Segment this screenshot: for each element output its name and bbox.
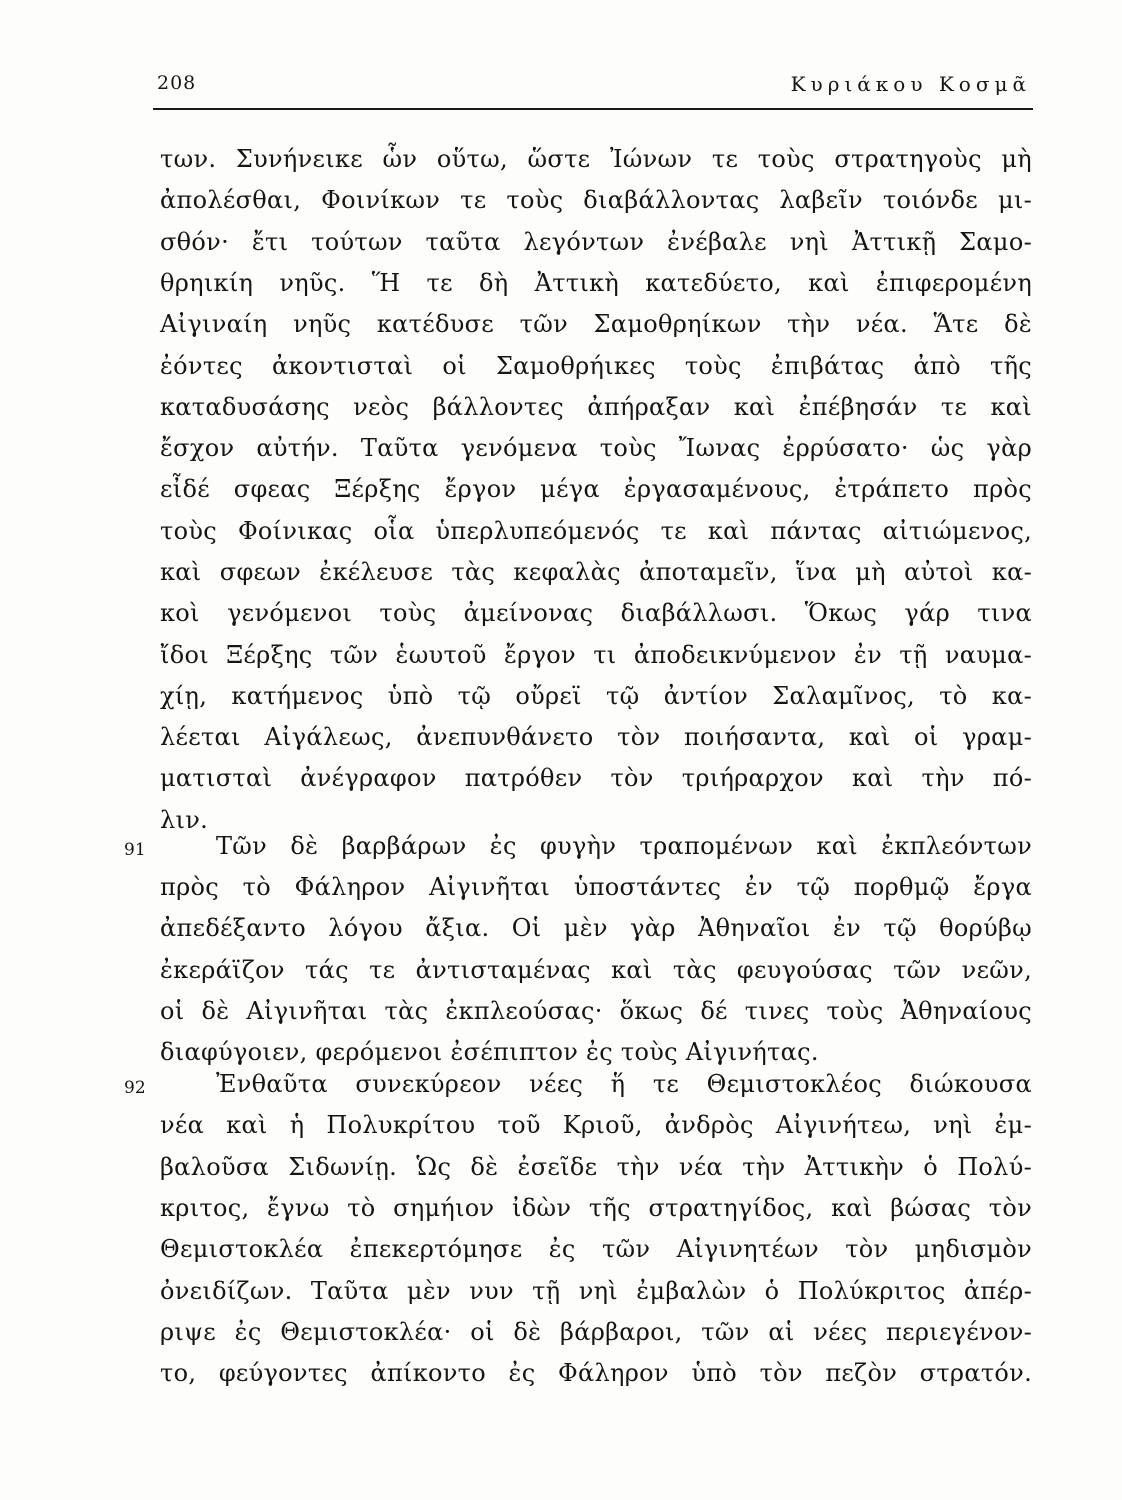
- text-line: ἴδοι Ξέρξης τῶν ἑωυτοῦ ἔργον τι ἀποδεικνύμενον ἐν τῇ ναυμα-: [160, 641, 1032, 669]
- text-line: των. Συνήνεικε ὧν οὕτω, ὥστε Ἰώνων τε τοὺς στρατηγοὺς μὴ: [160, 145, 1032, 173]
- text-line: κριτος, ἔγνω τὸ σημήιον ἰδὼν τῆς στρατηγίδος, καὶ βώσας τὸν: [160, 1194, 1032, 1222]
- text-line: λιν.: [160, 806, 209, 834]
- text-line: διαφύγοιεν, φερόμενοι ἐσέπιπτον ἐς τοὺς Αἰγινήτας.: [160, 1038, 819, 1066]
- text-line: το, φεύγοντες ἀπίκοντο ἐς Φάληρον ὑπὸ τὸν πεζὸν στρατόν.: [160, 1359, 1032, 1387]
- text-line: Θεμιστοκλέα ἐπεκερτόμησε ἐς τῶν Αἰγινητέων τὸν μηδισμὸν: [160, 1235, 1032, 1263]
- text-line: Αἰγιναίη νηῦς κατέδυσε τῶν Σαμοθρηίκων τὴν νέα. Ἅτε δὲ: [160, 310, 1032, 338]
- text-line: βαλοῦσα Σιδωνίῃ. Ὡς δὲ ἐσεῖδε τὴν νέα τὴν Ἀττικὴν ὁ Πολύ-: [160, 1153, 1032, 1181]
- text-line: χίῃ, κατήμενος ὑπὸ τῷ οὔρεϊ τῷ ἀντίον Σαλαμῖνος, τὸ κα-: [160, 682, 1032, 710]
- text-line: ἀπολέσθαι, Φοινίκων τε τοὺς διαβάλλοντας λαβεῖν τοιόνδε μι-: [160, 186, 1032, 214]
- text-line: Ἐνθαῦτα συνεκύρεον νέες ἥ τε Θεμιστοκλέος διώκουσα: [216, 1070, 1032, 1098]
- text-line: ἐόντες ἀκοντισταὶ οἱ Σαμοθρήικες τοὺς ἐπιβάτας ἀπὸ τῆς: [160, 352, 1032, 380]
- margin-section-number: 91: [124, 840, 146, 860]
- text-line: καταδυσάσης νεὸς βάλλοντες ἀπήραξαν καὶ ἐπέβησάν τε καὶ: [160, 393, 1032, 421]
- page-number: 208: [157, 72, 197, 94]
- text-line: θρηικίη νηῦς. Ἥ τε δὴ Ἀττικὴ κατεδύετο, καὶ ἐπιφερομένη: [160, 269, 1032, 297]
- text-line: Τῶν δὲ βαρβάρων ἐς φυγὴν τραπομένων καὶ ἐκπλεόντων: [216, 832, 1032, 860]
- text-line: ἔσχον αὐτήν. Ταῦτα γενόμενα τοὺς Ἴωνας ἐρρύσατο· ὡς γὰρ: [160, 434, 1032, 462]
- text-line: ἀπεδέξαντο λόγου ἄξια. Οἱ μὲν γὰρ Ἀθηναῖοι ἐν τῷ θορύβῳ: [160, 914, 1032, 942]
- text-line: καὶ σφεων ἐκέλευσε τὰς κεφαλὰς ἀποταμεῖν, ἵνα μὴ αὐτοὶ κα-: [160, 558, 1032, 586]
- text-line: κοὶ γενόμενοι τοὺς ἀμείνονας διαβάλλωσι. Ὅκως γάρ τινα: [160, 599, 1032, 627]
- text-line: εἶδέ σφεας Ξέρξης ἔργον μέγα ἐργασαμένους, ἐτράπετο πρὸς: [160, 475, 1032, 503]
- text-line: ματισταὶ ἀνέγραφον πατρόθεν τὸν τριήραρχον καὶ τὴν πό-: [160, 764, 1032, 792]
- text-line: σθόν· ἔτι τούτων ταῦτα λεγόντων ἐνέβαλε νηὶ Ἀττικῇ Σαμο-: [160, 228, 1032, 256]
- text-line: πρὸς τὸ Φάληρον Αἰγινῆται ὑποστάντες ἐν τῷ πορθμῷ ἔργα: [160, 873, 1032, 901]
- text-line: τοὺς Φοίνικας οἷα ὑπερλυπεόμενός τε καὶ πάντας αἰτιώμενος,: [160, 517, 1032, 545]
- text-line: ἐκεράϊζον τάς τε ἀντισταμένας καὶ τὰς φευγούσας τῶν νεῶν,: [160, 956, 1032, 984]
- text-line: οἱ δὲ Αἰγινῆται τὰς ἐκπλεούσας· ὅκως δέ τινες τοὺς Ἀθηναίους: [160, 997, 1032, 1025]
- text-line: λέεται Αἰγάλεως, ἀνεπυνθάνετο τὸν ποιήσαντα, καὶ οἱ γραμ-: [160, 723, 1032, 751]
- text-line: νέα καὶ ἡ Πολυκρίτου τοῦ Κριοῦ, ἀνδρὸς Αἰγινήτεω, νηὶ ἐμ-: [160, 1111, 1032, 1139]
- running-head: Κυριάκου Κοσμᾶ: [790, 72, 1031, 96]
- text-line: ριψε ἐς Θεμιστοκλέα· οἱ δὲ βάρβαροι, τῶν αἱ νέες περιεγένον-: [160, 1318, 1032, 1346]
- margin-section-number: 92: [124, 1078, 146, 1098]
- text-line: ὀνειδίζων. Ταῦτα μὲν νυν τῇ νηὶ ἐμβαλὼν ὁ Πολύκριτος ἀπέρ-: [160, 1277, 1032, 1305]
